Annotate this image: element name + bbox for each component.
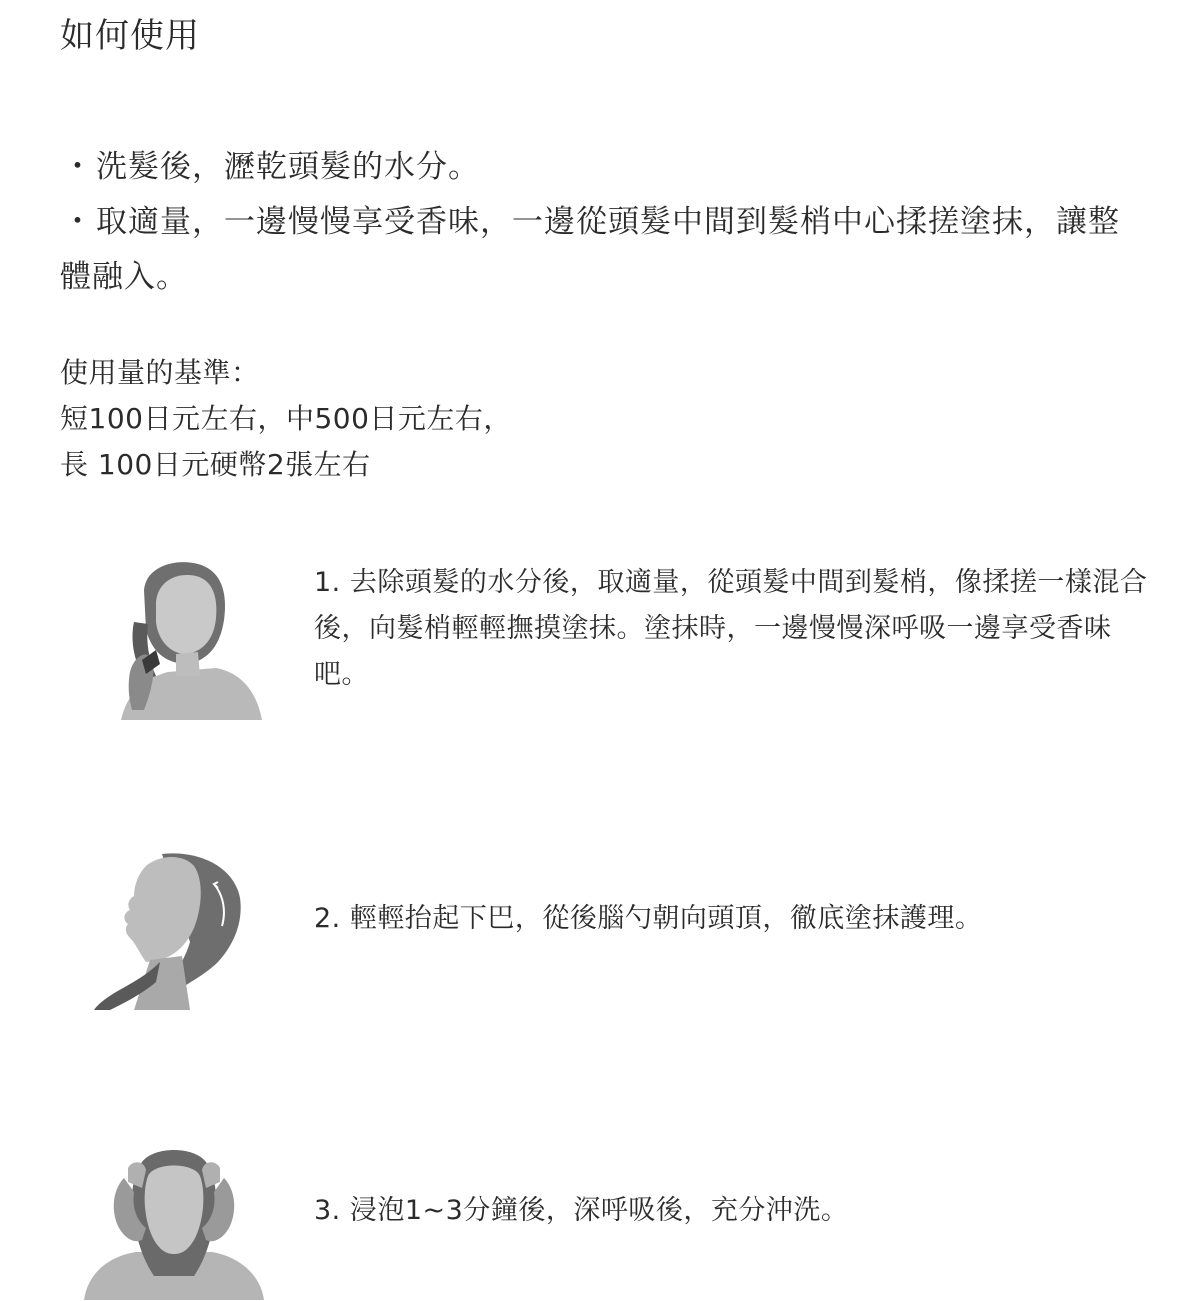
step-text: 1. 去除頭髮的水分後，取適量，從頭髮中間到髮梢，像揉搓一樣混合後，向髮梢輕輕撫摸塗抹。塗抹時，一邊慢慢深呼吸一邊享受香味吧。: [314, 567, 1148, 690]
amount-guide: [60, 350, 512, 488]
instruction-item: [60, 140, 1120, 195]
instruction-text: 洗髮後，瀝乾頭髮的水分。: [96, 149, 480, 185]
woman-applying-hair-product-illustration: [116, 560, 266, 720]
step-text: 2. 輕輕抬起下巴，從後腦勺朝向頭頂，徹底塗抹護理。: [314, 903, 983, 934]
amount-line: 長 100日元硬幣2張左右: [60, 448, 371, 481]
amount-line: 短100日元左右，中500日元左右，: [60, 402, 512, 435]
woman-profile-hair-up-illustration: [90, 852, 250, 1010]
instruction-text: 取適量，一邊慢慢享受香味，一邊從頭髮中間到髮梢中心揉搓塗抹，讓整體融入。: [60, 204, 1120, 295]
instruction-item: [60, 195, 1120, 305]
page-title: 如何使用: [60, 16, 200, 56]
amount-heading: 使用量的基準：: [60, 356, 260, 389]
usage-instructions: [60, 140, 1120, 305]
bullet-marker: ・: [62, 204, 94, 240]
bullet-marker: ・: [62, 149, 94, 185]
woman-hands-on-head-illustration: [84, 1148, 264, 1300]
step-text: 3. 浸泡1~3分鐘後，深呼吸後，充分沖洗。: [314, 1195, 849, 1226]
